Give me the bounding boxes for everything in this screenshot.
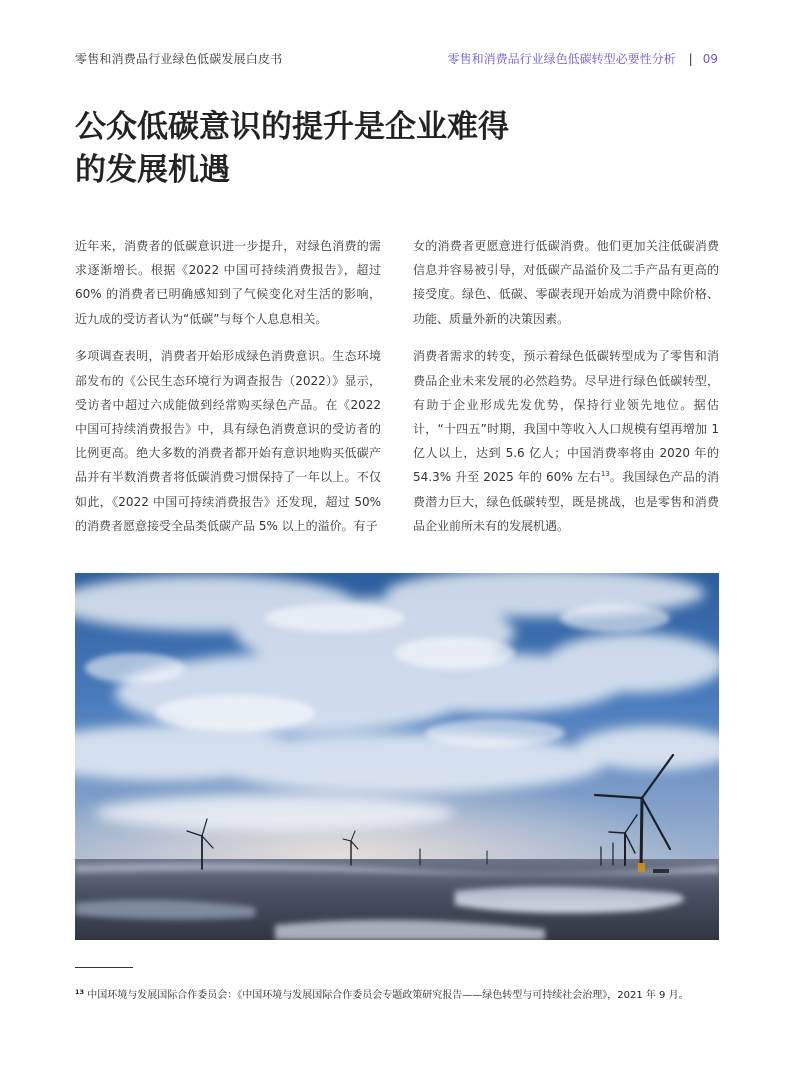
paragraph: 近年来，消费者的低碳意识进一步提升，对绿色消费的需求逐渐增长。根据《2022 中国可持续消费报告》，超过 60% 的消费者已明确感知到了气候变化对生活的影响，近九成的受访者认为“低碳”与每个人息息相关。 [75,239,381,326]
wind-farm-photo [75,573,719,940]
header-separator: | [688,51,693,66]
paragraph-text: 消费者需求的转变，预示着绿色低碳转型成为了零售和消费品企业未来发展的必然趋势。尽早进行绿色低碳转型，有助于企业形成先发优势，保持行业领先地位。据估计，“十四五”时期，我国中等收入人口规模有望再增加 1 亿人以上，达到 5.6 亿人；中国消费率将由 2020 年的 54.3% 升至 2025 年的 60% 左右 [413,349,719,485]
page-title-line-1: 公众低碳意识的提升是企业难得 [75,109,509,145]
page-title-line-2: 的发展机遇 [75,152,230,188]
footnote [75,988,735,1004]
footnote-divider [75,967,133,968]
document-title: 零售和消费品行业绿色低碳发展白皮书 [75,52,283,66]
paragraph-text: 。我国绿色产品的消费潜力巨大，绿色低碳转型，既是挑战，也是零售和消费品企业前所未有的发展机遇。 [413,470,719,533]
page-number: 09 [702,51,718,66]
page-title [75,106,635,192]
body-column-right [413,234,719,551]
footnote-marker: 13 [75,988,85,996]
section-title: 零售和消费品行业绿色低碳转型必要性分析 [447,52,676,66]
section-header [448,50,718,67]
footnote-text: 中国环境与发展国际合作委员会：《中国环境与发展国际合作委员会专题政策研究报告——绿色转型与可持续社会治理》，2021 年 9 月。 [87,990,689,1001]
body-column-left [75,234,381,551]
paragraph: 女的消费者更愿意进行低碳消费。他们更加关注低碳消费信息并容易被引导，对低碳产品溢价及二手产品有更高的接受度。绿色、低碳、零碳表现开始成为消费中除价格、功能、质量外新的决策因素。 [413,239,719,326]
paragraph [413,344,719,538]
paragraph: 多项调查表明，消费者开始形成绿色消费意识。生态环境部发布的《公民生态环境行为调查报告（2022）》显示，受访者中超过六成能做到经常购买绿色产品。在《2022 中国可持续消费报告》中，具有绿色消费意识的受访者的比例更高。绝大多数的消费者都开始有意识地购买低碳产品并有半数消费者将低碳消费习惯保持了一年以上。不仅如此，《2022 中国可持续消费报告》还发现，超过 50% 的消费者愿意接受全品类低碳产品 5% 以上的溢价。有子 [75,349,381,533]
footnote-reference: 13 [600,470,610,479]
